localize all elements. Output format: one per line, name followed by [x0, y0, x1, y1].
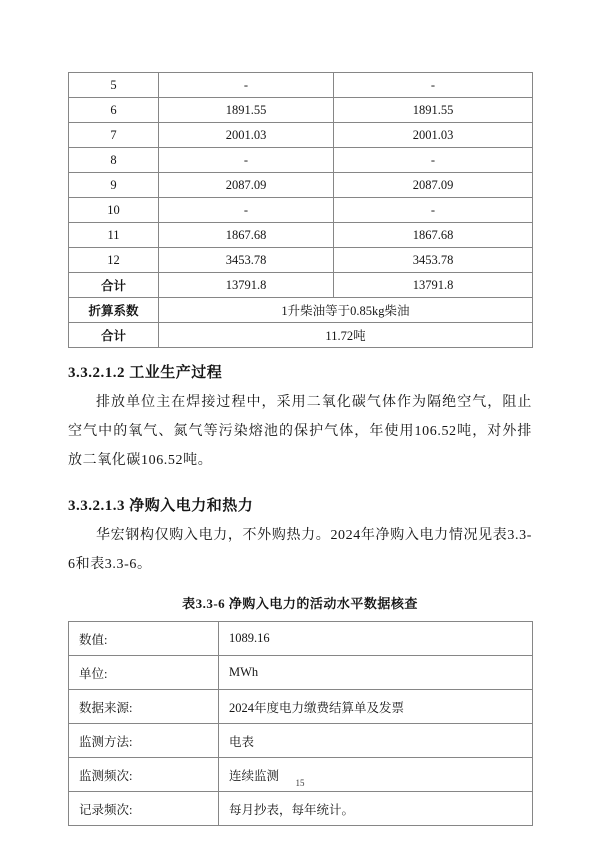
- month-cell: 7: [69, 123, 159, 148]
- month-cell: 8: [69, 148, 159, 173]
- paragraph-industrial-process: 排放单位主在焊接过程中，采用二氧化碳气体作为隔绝空气，阻止空气中的氧气、氮气等污染熔池的保护气体，年使用106.52吨，对外排放二氧化碳106.52吨。: [68, 395, 532, 468]
- table-row-grand-total: [69, 323, 533, 348]
- conversion-factor-value-cell: 1升柴油等于0.85kg柴油: [159, 298, 533, 323]
- total-value-cell: 13791.8: [159, 273, 334, 298]
- table-row: [69, 792, 533, 826]
- value-cell: -: [334, 148, 533, 173]
- value-cell: -: [159, 198, 334, 223]
- value-cell: 1891.55: [334, 98, 533, 123]
- table-row: [69, 73, 533, 98]
- table-row: [69, 724, 533, 758]
- table-row-conversion-factor: [69, 298, 533, 323]
- total-label-cell: 合计: [69, 273, 159, 298]
- table-row: [69, 173, 533, 198]
- field-value-cell: MWh: [219, 656, 533, 690]
- value-cell: 2087.09: [159, 173, 334, 198]
- field-value-cell: 电表: [219, 724, 533, 758]
- page-content: [68, 0, 532, 826]
- month-cell: 10: [69, 198, 159, 223]
- table-caption: 表3.3-6 净购入电力的活动水平数据核查: [182, 596, 418, 611]
- field-value-cell: 2024年度电力缴费结算单及发票: [219, 690, 533, 724]
- value-cell: -: [159, 73, 334, 98]
- section-heading-purchased-electricity: 3.3.2.1.3 净购入电力和热力: [68, 498, 254, 514]
- page-number: 15: [295, 778, 305, 788]
- field-value-cell: 1089.16: [219, 622, 533, 656]
- value-cell: 2001.03: [334, 123, 533, 148]
- electricity-activity-table: [68, 621, 533, 826]
- grand-total-value-cell: 11.72吨: [159, 323, 533, 348]
- month-cell: 9: [69, 173, 159, 198]
- month-cell: 11: [69, 223, 159, 248]
- value-cell: 1891.55: [159, 98, 334, 123]
- value-cell: -: [159, 148, 334, 173]
- value-cell: 2001.03: [159, 123, 334, 148]
- conversion-factor-label-cell: 折算系数: [69, 298, 159, 323]
- section-heading-industrial-process: 3.3.2.1.2 工业生产过程: [68, 365, 223, 381]
- fuel-consumption-table: [68, 72, 533, 348]
- total-value-cell: 13791.8: [334, 273, 533, 298]
- grand-total-label-cell: 合计: [69, 323, 159, 348]
- field-label-cell: 监测方法:: [69, 724, 219, 758]
- table-row: [69, 690, 533, 724]
- field-value-cell: 连续监测: [219, 758, 533, 792]
- table-row: [69, 148, 533, 173]
- field-label-cell: 监测频次:: [69, 758, 219, 792]
- field-label-cell: 记录频次:: [69, 792, 219, 826]
- month-cell: 5: [69, 73, 159, 98]
- field-label-cell: 数据来源:: [69, 690, 219, 724]
- field-value-cell: 每月抄表，每年统计。: [219, 792, 533, 826]
- value-cell: 2087.09: [334, 173, 533, 198]
- table-row: [69, 198, 533, 223]
- month-cell: 6: [69, 98, 159, 123]
- value-cell: 3453.78: [159, 248, 334, 273]
- field-label-cell: 数值:: [69, 622, 219, 656]
- table-row: [69, 98, 533, 123]
- table-row: [69, 223, 533, 248]
- table-row: [69, 622, 533, 656]
- month-cell: 12: [69, 248, 159, 273]
- table-row: [69, 248, 533, 273]
- table-row-total: [69, 273, 533, 298]
- paragraph-purchased-electricity: 华宏钢构仅购入电力，不外购热力。2024年净购入电力情况见表3.3-6和表3.3-6。: [68, 528, 532, 572]
- value-cell: -: [334, 73, 533, 98]
- value-cell: 1867.68: [159, 223, 334, 248]
- table-row: [69, 656, 533, 690]
- value-cell: 3453.78: [334, 248, 533, 273]
- value-cell: 1867.68: [334, 223, 533, 248]
- field-label-cell: 单位:: [69, 656, 219, 690]
- table-row: [69, 123, 533, 148]
- value-cell: -: [334, 198, 533, 223]
